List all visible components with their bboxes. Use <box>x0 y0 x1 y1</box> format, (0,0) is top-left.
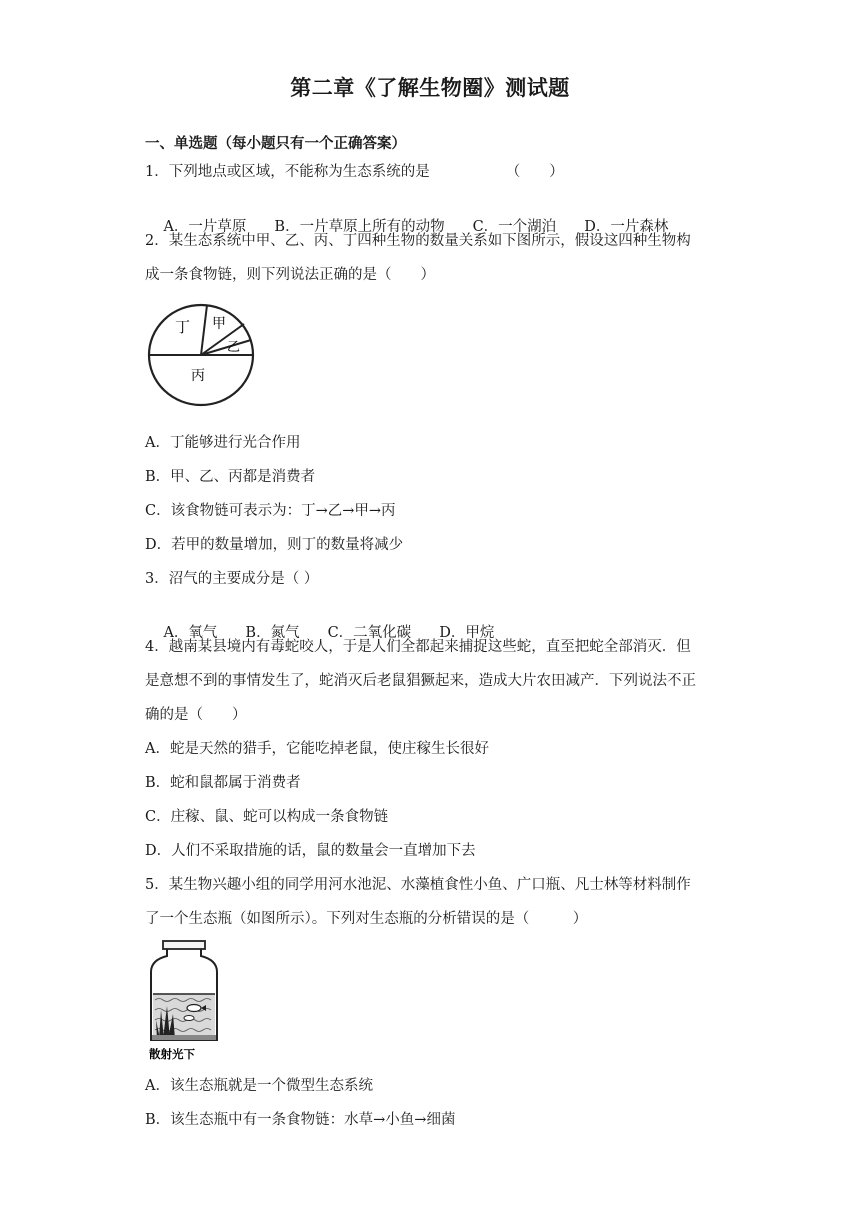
option-a: A．氧气 <box>163 625 218 641</box>
question-1-text: 1．下列地点或区域，不能称为生态系统的是 <box>145 164 430 180</box>
option-d: D．一片森林 <box>584 219 669 235</box>
question-4-option-a: A．蛇是天然的猎手，它能吃掉老鼠，使庄稼生长很好 <box>145 741 489 757</box>
option-b: B．一片草原上所有的动物 <box>274 219 445 235</box>
question-4-stem-line1: 4．越南某县境内有毒蛇咬人，于是人们全都起来捕捉这些蛇，直至把蛇全部消灭．但 <box>145 639 691 655</box>
answer-blank: （ ） <box>505 164 564 180</box>
question-4-option-b: B．蛇和鼠都属于消费者 <box>145 775 301 791</box>
pie-chart-figure <box>145 300 265 408</box>
question-5-stem-line1: 5．某生物兴趣小组的同学用河水池泥、水藻植食性小鱼、广口瓶、凡士林等材料制作 <box>145 877 691 893</box>
option-b: B．氮气 <box>245 625 300 641</box>
option-c: C．一个湖泊 <box>472 219 557 235</box>
question-5-stem-line2: 了一个生态瓶（如图所示）。下列对生态瓶的分析错误的是（ ） <box>145 911 588 927</box>
question-2-stem-line2: 成一条食物链，则下列说法正确的是（ ） <box>145 267 435 283</box>
question-2-option-a: A．丁能够进行光合作用 <box>145 435 301 451</box>
question-4-option-c: C．庄稼、鼠、蛇可以构成一条食物链 <box>145 809 389 825</box>
question-5-option-b: B．该生态瓶中有一条食物链：水草→小鱼→细菌 <box>145 1112 456 1128</box>
pie-label-jia: 甲 <box>212 316 226 332</box>
option-c: C．二氧化碳 <box>327 625 412 641</box>
section-heading: 一、单选题（每小题只有一个正确答案） <box>145 136 406 152</box>
option-a: A．一片草原 <box>163 219 247 235</box>
question-1-stem <box>145 162 564 182</box>
option-d: D．甲烷 <box>439 625 495 641</box>
page-title: 第二章《了解生物圈》测试题 <box>290 76 570 100</box>
question-2-option-d: D．若甲的数量增加，则丁的数量将减少 <box>145 537 404 553</box>
figure-caption: 散射光下 <box>149 1047 195 1061</box>
question-4-stem-line2: 是意想不到的事情发生了，蛇消灭后老鼠猖獗起来，造成大片农田减产．下列说法不正 <box>145 673 696 689</box>
question-2-option-c: C．该食物链可表示为：丁→乙→甲→丙 <box>145 503 396 519</box>
ecological-bottle-figure <box>145 940 225 1064</box>
question-5-option-a: A．该生态瓶就是一个微型生态系统 <box>145 1078 373 1094</box>
question-4-stem-line3: 确的是（ ） <box>145 707 247 723</box>
pie-label-yi: 乙 <box>227 340 241 355</box>
question-4-option-d: D．人们不采取措施的话，鼠的数量会一直增加下去 <box>145 843 476 859</box>
pie-label-ding: 丁 <box>175 318 191 336</box>
question-3-stem: 3．沼气的主要成分是（ ） <box>145 571 319 587</box>
question-2-option-b: B．甲、乙、丙都是消费者 <box>145 469 316 485</box>
pie-label-bing: 丙 <box>191 368 205 384</box>
question-2-stem-line1: 2．某生态系统中甲、乙、丙、丁四种生物的数量关系如下图所示，假设这四种生物构 <box>145 233 691 249</box>
